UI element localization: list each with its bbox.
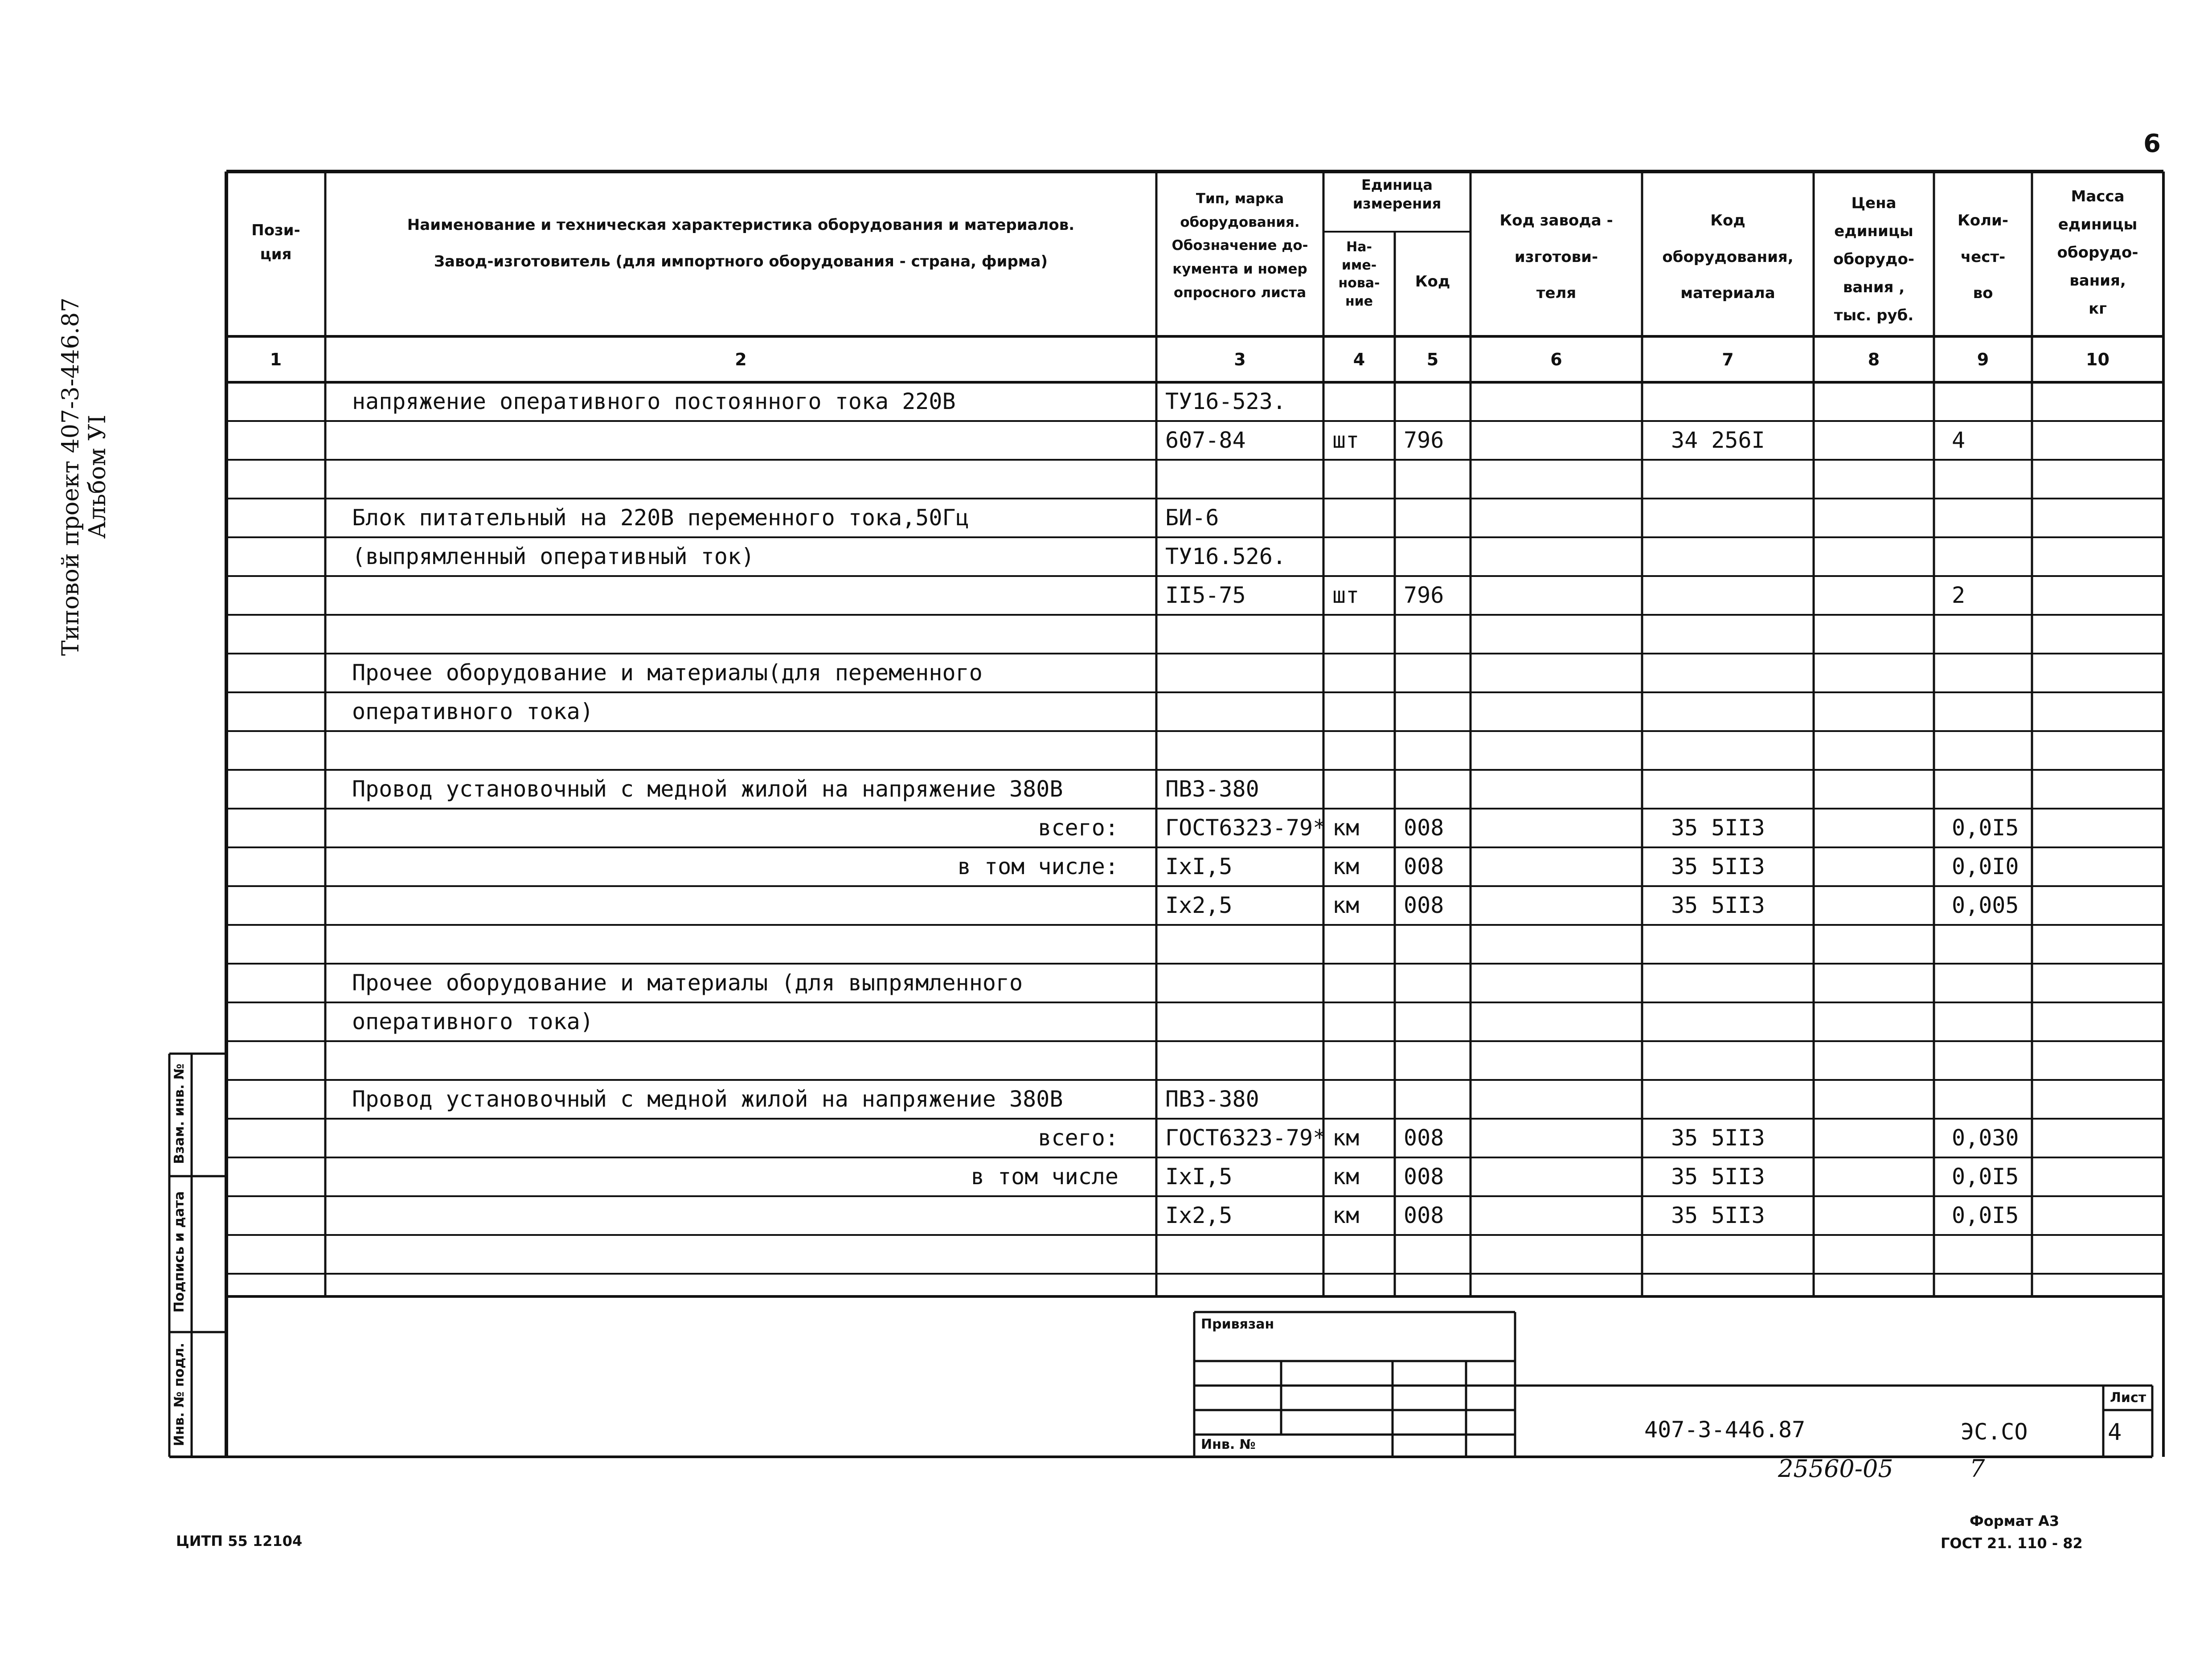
sheet-number: 4 xyxy=(2108,1419,2122,1446)
column-number: 4 xyxy=(1353,350,1365,369)
row-material-code: 35 5II3 xyxy=(1671,1202,1765,1228)
row-quantity: 0,0I5 xyxy=(1952,815,2019,841)
row-material-code: 35 5II3 xyxy=(1671,892,1765,918)
row-type: Ix2,5 xyxy=(1165,1202,1233,1228)
footer-gost: ГОСТ 21. 110 - 82 xyxy=(1941,1535,2083,1552)
header-unit: Единица измерения xyxy=(1352,176,1442,212)
row-unit-code: 796 xyxy=(1404,582,1444,608)
title-block-inv: Инв. № xyxy=(1201,1437,1256,1452)
row-unit: км xyxy=(1332,854,1360,879)
row-name: Прочее оборудование и материалы(для переменного xyxy=(352,660,983,686)
row-unit-code: 008 xyxy=(1404,1164,1444,1190)
row-type: ТУ16.526. xyxy=(1165,544,1286,569)
column-number: 2 xyxy=(735,350,747,369)
row-name: в том числе xyxy=(971,1164,1118,1190)
header-type: Тип, марка оборудования. Обозначение до- кумента и номер опросного листа xyxy=(1172,191,1308,301)
row-type: ТУ16-523. xyxy=(1165,388,1286,414)
footer-code: ЦИТП 55 12104 xyxy=(176,1533,303,1550)
header-quantity: Коли- чест- во xyxy=(1958,212,2008,303)
row-unit-code: 008 xyxy=(1404,1202,1444,1228)
row-name: в том числе: xyxy=(957,854,1118,879)
row-unit-code: 008 xyxy=(1404,892,1444,918)
column-number: 9 xyxy=(1977,350,1989,369)
header-unit-code: Код xyxy=(1415,273,1450,290)
row-quantity: 4 xyxy=(1952,427,1966,453)
row-type: ГОСТ6323-79* xyxy=(1165,1125,1327,1151)
row-name: оперативного тока) xyxy=(352,699,594,724)
row-name: всего: xyxy=(1038,1125,1118,1151)
row-name: Провод установочный с медной жилой на напряжение 380В xyxy=(352,776,1063,802)
handwritten-inventory: 25560-05 xyxy=(1778,1455,1893,1483)
header-position: Пози- ция xyxy=(251,221,300,264)
row-name: (выпрямленный оперативный ток) xyxy=(352,544,755,569)
row-unit: шт xyxy=(1332,427,1360,453)
row-type: IxI,5 xyxy=(1165,854,1233,879)
row-unit: шт xyxy=(1332,582,1360,608)
footer-format: Формат А3 xyxy=(1970,1513,2060,1529)
row-unit: км xyxy=(1332,1125,1360,1151)
section-code: ЭС.СО xyxy=(1961,1419,2028,1445)
row-quantity: 0,0I0 xyxy=(1952,854,2019,879)
side-title xyxy=(58,276,111,677)
row-name: Провод установочный с медной жилой на напряжение 380В xyxy=(352,1086,1063,1112)
row-unit: км xyxy=(1332,815,1360,841)
row-quantity: 0,0I5 xyxy=(1952,1202,2019,1228)
header-equipment-code: Код оборудования, материала xyxy=(1662,212,1794,303)
document-code: 407-3-446.87 xyxy=(1644,1417,1806,1443)
handwritten-mark: 7 xyxy=(1970,1455,1985,1483)
column-number: 1 xyxy=(270,350,282,369)
row-quantity: 0,0I5 xyxy=(1952,1164,2019,1190)
column-number: 7 xyxy=(1722,350,1734,369)
row-type: ГОСТ6323-79* xyxy=(1165,815,1327,841)
header-name: Наименование и техническая характеристика оборудования и материалов. Завод-изготовитель (для импортного оборудования - страна, фирма) xyxy=(407,216,1075,270)
column-number: 5 xyxy=(1426,350,1439,369)
row-quantity: 2 xyxy=(1952,582,1966,608)
row-name: Прочее оборудование и материалы (для выпрямленного xyxy=(352,970,1023,996)
row-unit-code: 796 xyxy=(1404,427,1444,453)
row-type: II5-75 xyxy=(1165,582,1246,608)
row-material-code: 34 256I xyxy=(1671,427,1765,453)
row-name: всего: xyxy=(1038,815,1118,841)
page-number: 6 xyxy=(2143,129,2161,158)
row-material-code: 35 5II3 xyxy=(1671,1125,1765,1151)
column-number: 3 xyxy=(1234,350,1246,369)
row-name: напряжение оперативного постоянного тока 220В xyxy=(352,388,956,414)
row-unit-code: 008 xyxy=(1404,1125,1444,1151)
column-number: 10 xyxy=(2086,350,2110,369)
row-name: Блок питательный на 220В переменного тока,50Гц xyxy=(352,505,969,531)
header-factory-code: Код завода - изготови- теля xyxy=(1499,212,1613,303)
side-title-line1: Типовой проект 407-3-446.87 xyxy=(57,297,84,656)
stamp-original-inv: Инв. № подл. xyxy=(172,1342,187,1447)
row-unit-code: 008 xyxy=(1404,815,1444,841)
row-material-code: 35 5II3 xyxy=(1671,1164,1765,1190)
row-type: БИ-6 xyxy=(1165,505,1219,531)
row-material-code: 35 5II3 xyxy=(1671,815,1765,841)
row-type: Ix2,5 xyxy=(1165,892,1233,918)
column-number: 6 xyxy=(1550,350,1562,369)
header-price: Цена единицы оборудо- вания , тыс. руб. xyxy=(1833,194,1914,324)
sheet-label: Лист xyxy=(2110,1390,2146,1406)
row-quantity: 0,030 xyxy=(1952,1125,2019,1151)
row-material-code: 35 5II3 xyxy=(1671,854,1765,879)
row-type: IxI,5 xyxy=(1165,1164,1233,1190)
row-type: ПВ3-380 xyxy=(1165,776,1259,802)
row-quantity: 0,005 xyxy=(1952,892,2019,918)
row-type: 607-84 xyxy=(1165,427,1246,453)
side-title-line2: Альбом УI xyxy=(84,414,111,539)
stamp-replacement-inv: Взам. инв. № xyxy=(172,1063,187,1164)
row-unit: км xyxy=(1332,892,1360,918)
header-unit-name: На- име- нова- ние xyxy=(1338,239,1380,309)
column-number: 8 xyxy=(1868,350,1880,369)
row-type: ПВ3-380 xyxy=(1165,1086,1259,1112)
row-name: оперативного тока) xyxy=(352,1009,594,1034)
title-block-bound: Привязан xyxy=(1201,1316,1274,1332)
stamp-signature-date: Подпись и дата xyxy=(172,1191,187,1313)
row-unit-code: 008 xyxy=(1404,854,1444,879)
row-unit: км xyxy=(1332,1164,1360,1190)
header-mass: Масса единицы оборудо- вания, кг xyxy=(2057,188,2138,318)
row-unit: км xyxy=(1332,1202,1360,1228)
